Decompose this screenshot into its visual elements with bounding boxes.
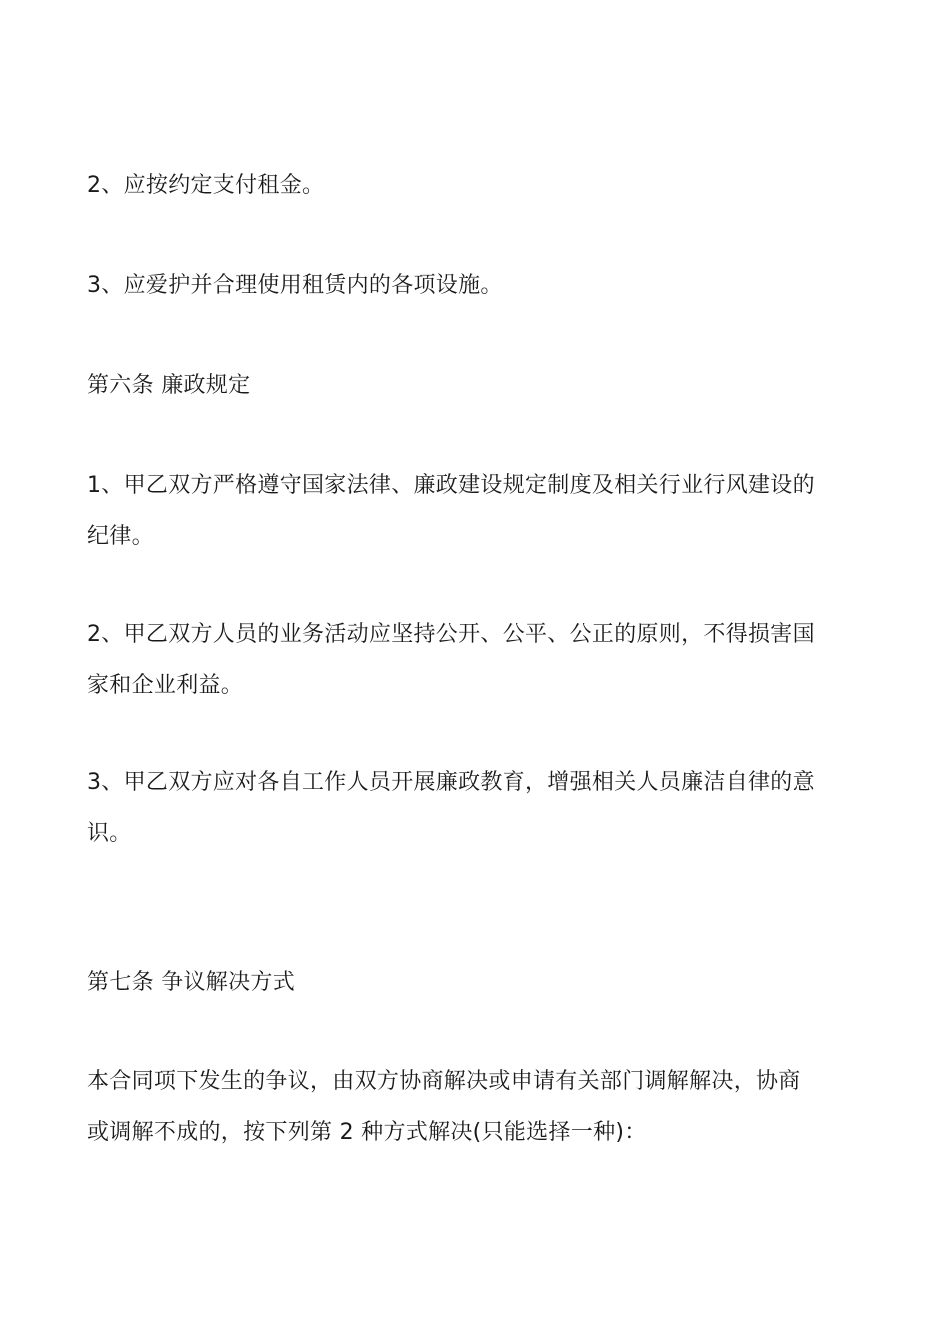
clause-5-item-2: 2、应按约定支付租金。 [87,173,325,198]
clause-6-item-2: 2、甲乙双方人员的业务活动应坚持公开、公平、公正的原则，不得损害国 家和企业利益。 [87,622,815,698]
clause-6-item-3: 3、甲乙双方应对各自工作人员开展廉政教育，增强相关人员廉洁自律的意 识。 [87,770,815,846]
clause-7-body: 本合同项下发生的争议，由双方协商解决或申请有关部门调解解决，协商 或调解不成的，按下列第 2 种方式解决(只能选择一种)： [87,1069,801,1145]
clause-7-heading: 第七条 争议解决方式 [87,970,295,995]
clause-5-item-3: 3、应爱护并合理使用租赁内的各项设施。 [87,273,503,298]
clause-6-heading: 第六条 廉政规定 [87,373,251,398]
clause-6-item-1: 1、甲乙双方严格遵守国家法律、廉政建设规定制度及相关行业行风建设的 纪律。 [87,473,815,549]
